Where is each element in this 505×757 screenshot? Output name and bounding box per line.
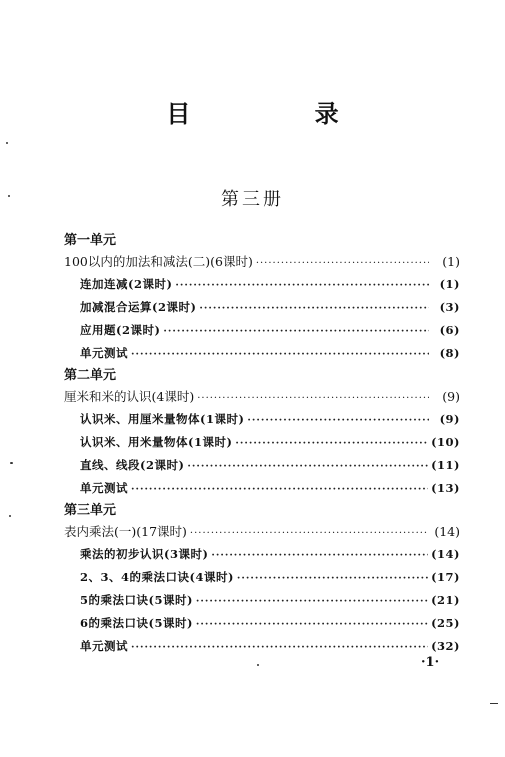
table-of-contents xyxy=(64,230,460,658)
toc-entry-label: 表内乘法(一)(17课时) xyxy=(64,524,187,539)
toc-page-number: (9) xyxy=(442,389,460,404)
toc-entry-label: 2、3、4的乘法口诀(4课时) xyxy=(80,570,234,584)
toc-page-number: (13) xyxy=(431,481,460,495)
unit-heading: 第二单元 xyxy=(64,368,117,383)
toc-page-number: (9) xyxy=(439,412,460,426)
toc-entry-sub xyxy=(64,454,460,477)
dot-leader xyxy=(131,635,428,659)
scan-speck xyxy=(257,664,259,666)
toc-page-number: (6) xyxy=(439,323,460,337)
unit-2 xyxy=(64,365,460,500)
toc-entry-label: 认识米、用米量物体(1课时) xyxy=(80,435,233,449)
dot-leader xyxy=(211,543,428,567)
volume-title: 第三册 xyxy=(221,189,284,210)
dot-leader xyxy=(247,408,429,432)
dot-leader xyxy=(199,296,429,320)
dot-leader xyxy=(131,477,428,501)
toc-entry-main xyxy=(64,521,460,543)
dot-leader xyxy=(163,319,429,343)
toc-page-number: (14) xyxy=(431,547,460,561)
dot-leader xyxy=(175,273,429,297)
toc-page-number: (1) xyxy=(439,277,460,291)
unit-heading: 第三单元 xyxy=(64,503,117,518)
toc-entry-label: 应用题(2课时) xyxy=(80,323,161,337)
toc-entry-label: 100以内的加法和减法(二)(6课时) xyxy=(64,254,253,269)
toc-entry-sub xyxy=(64,477,460,500)
toc-entry-label: 单元测试 xyxy=(80,639,128,653)
dot-leader xyxy=(196,589,428,613)
unit-heading: 第一单元 xyxy=(64,233,117,248)
dot-leader xyxy=(196,612,428,636)
scan-speck xyxy=(490,703,498,704)
toc-entry-label: 加减混合运算(2课时) xyxy=(80,300,197,314)
scan-speck xyxy=(10,462,13,464)
toc-page-number: (14) xyxy=(434,524,460,539)
dot-leader xyxy=(197,386,429,410)
toc-entry-sub xyxy=(64,319,460,342)
footer-page-number: ·1· xyxy=(421,655,440,670)
toc-entry-label: 连加连减(2课时) xyxy=(80,277,173,291)
toc-page-number: (17) xyxy=(431,570,460,584)
toc-entry-main xyxy=(64,386,460,408)
dot-leader xyxy=(131,342,429,366)
toc-entry-sub xyxy=(64,543,460,566)
toc-entry-label: 5的乘法口诀(5课时) xyxy=(80,593,193,607)
toc-entry-sub xyxy=(64,273,460,296)
toc-entry-sub xyxy=(64,589,460,612)
toc-page-number: (25) xyxy=(431,616,460,630)
unit-1 xyxy=(64,230,460,365)
toc-page-number: (10) xyxy=(431,435,460,449)
toc-entry-sub xyxy=(64,612,460,635)
scan-speck xyxy=(6,142,8,144)
toc-entry-main xyxy=(64,251,460,273)
toc-entry-sub xyxy=(64,566,460,589)
toc-entry-sub xyxy=(64,431,460,454)
toc-entry-label: 6的乘法口诀(5课时) xyxy=(80,616,193,630)
toc-page-number: (8) xyxy=(439,346,460,360)
scan-speck xyxy=(8,195,10,197)
toc-entry-label: 单元测试 xyxy=(80,346,128,360)
toc-page-number: (11) xyxy=(431,458,460,472)
dot-leader xyxy=(190,521,429,545)
toc-entry-sub xyxy=(64,635,460,658)
toc-entry-sub xyxy=(64,342,460,365)
toc-page-number: (21) xyxy=(431,593,460,607)
unit-3 xyxy=(64,500,460,658)
scan-speck xyxy=(9,515,11,517)
toc-page-number: (3) xyxy=(439,300,460,314)
toc-entry-label: 直线、线段(2课时) xyxy=(80,458,185,472)
toc-entry-sub xyxy=(64,296,460,319)
toc-entry-label: 厘米和米的认识(4课时) xyxy=(64,389,195,404)
toc-entry-label: 单元测试 xyxy=(80,481,128,495)
dot-leader xyxy=(235,431,428,455)
toc-entry-sub xyxy=(64,408,460,431)
toc-page-number: (1) xyxy=(442,254,460,269)
page-title: 目 录 xyxy=(166,100,397,128)
dot-leader xyxy=(187,454,428,478)
dot-leader xyxy=(256,251,429,275)
dot-leader xyxy=(237,566,428,590)
toc-entry-label: 认识米、用厘米量物体(1课时) xyxy=(80,412,245,426)
toc-entry-label: 乘法的初步认识(3课时) xyxy=(80,547,209,561)
toc-page-number: (32) xyxy=(431,639,460,653)
